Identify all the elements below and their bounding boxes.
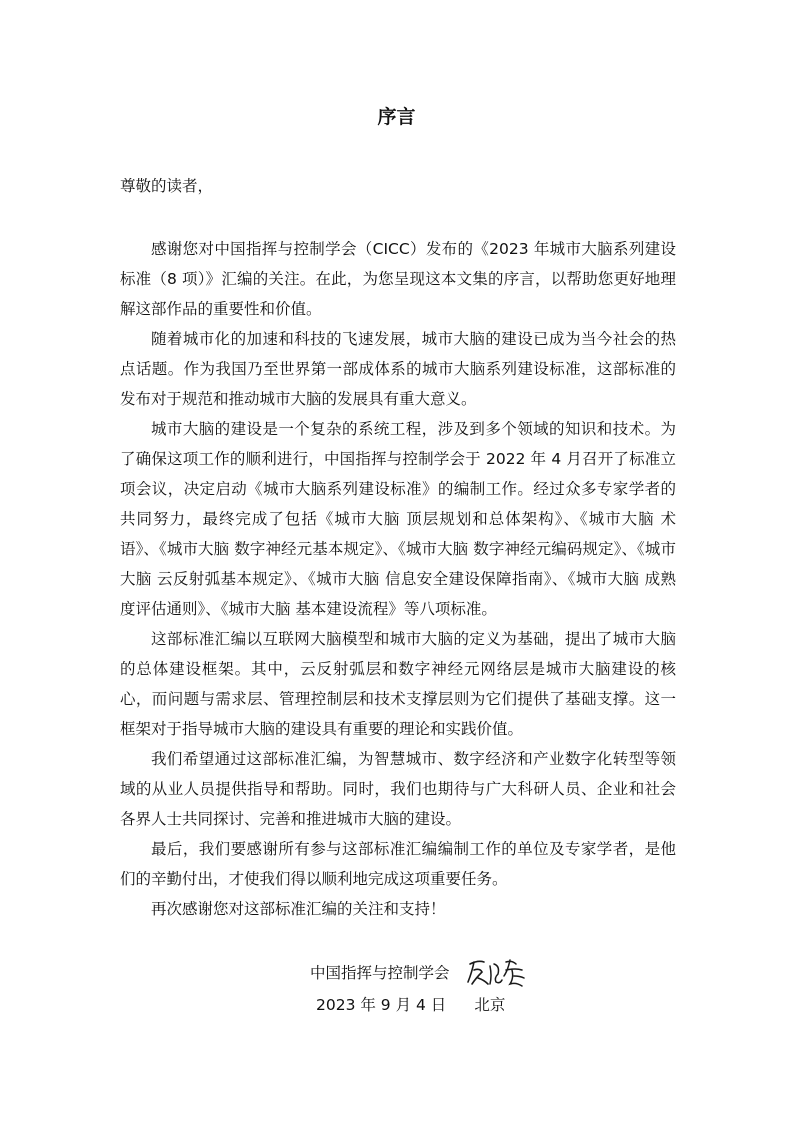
paragraph-2: 随着城市化的加速和科技的飞速发展，城市大脑的建设已成为当今社会的热点话题。作为我国乃至世界第一部成体系的城市大脑系列建设标准，这部标准的发布对于规范和推动城市大脑的发展具有重大意义。 — [120, 330, 676, 408]
signature-block — [310, 956, 528, 990]
salutation: 尊敬的读者， — [120, 177, 214, 195]
paragraph-1: 感谢您对中国指挥与控制学会（CICC）发布的《2023 年城市大脑系列建设标准（8 项）》汇编的关注。在此，为您呈现这本文集的序言，以帮助您更好地理解这部作品的重要性和价值。 — [120, 240, 676, 318]
date-location — [316, 992, 505, 1018]
paragraph-4: 这部标准汇编以互联网大脑模型和城市大脑的定义为基础，提出了城市大脑的总体建设框架。其中，云反射弧层和数字神经元网络层是城市大脑建设的核心，而问题与需求层、管理控制层和技术支撑层则为它们提供了基础支撑。这一框架对于指导城市大脑的建设具有重要的理论和实践价值。 — [120, 630, 676, 738]
page-title: 序言 — [377, 106, 416, 128]
organization-name: 中国指挥与控制学会 — [310, 964, 450, 982]
signature-date: 2023 年 9 月 4 日 — [316, 996, 447, 1014]
preface-body — [120, 234, 676, 924]
closing-line: 再次感谢您对这部标准汇编的关注和支持！ — [151, 900, 446, 918]
signature-place: 北京 — [474, 996, 506, 1014]
paragraph-5: 我们希望通过这部标准汇编，为智慧城市、数字经济和产业数字化转型等领域的从业人员提供指导和帮助。同时，我们也期待与广大科研人员、企业和社会各界人士共同探讨、完善和推进城市大脑的建设。 — [120, 750, 676, 828]
handwritten-signature — [464, 956, 528, 990]
paragraph-6: 最后，我们要感谢所有参与这部标准汇编编制工作的单位及专家学者，是他们的辛勤付出，才使我们得以顺利地完成这项重要任务。 — [120, 840, 676, 888]
paragraph-3: 城市大脑的建设是一个复杂的系统工程，涉及到多个领域的知识和技术。为了确保这项工作的顺利进行，中国指挥与控制学会于 2022 年 4 月召开了标准立项会议，决定启动《城市大脑系列建设标准》的编制工作。经过众多专家学者的共同努力，最终完成了包括《城市大脑 顶层规划和总体架构》、《城市大脑 术语》、《城市大脑 数字神经元基本规定》、《城市大脑 数字神经元编码规定》、《城市大脑 云反射弧基本规定》、《城市大脑 信息安全建设保障指南》、《城市大脑 成熟度评估通则》、《城市大脑 基本建设流程》等八项标准。 — [120, 420, 676, 618]
